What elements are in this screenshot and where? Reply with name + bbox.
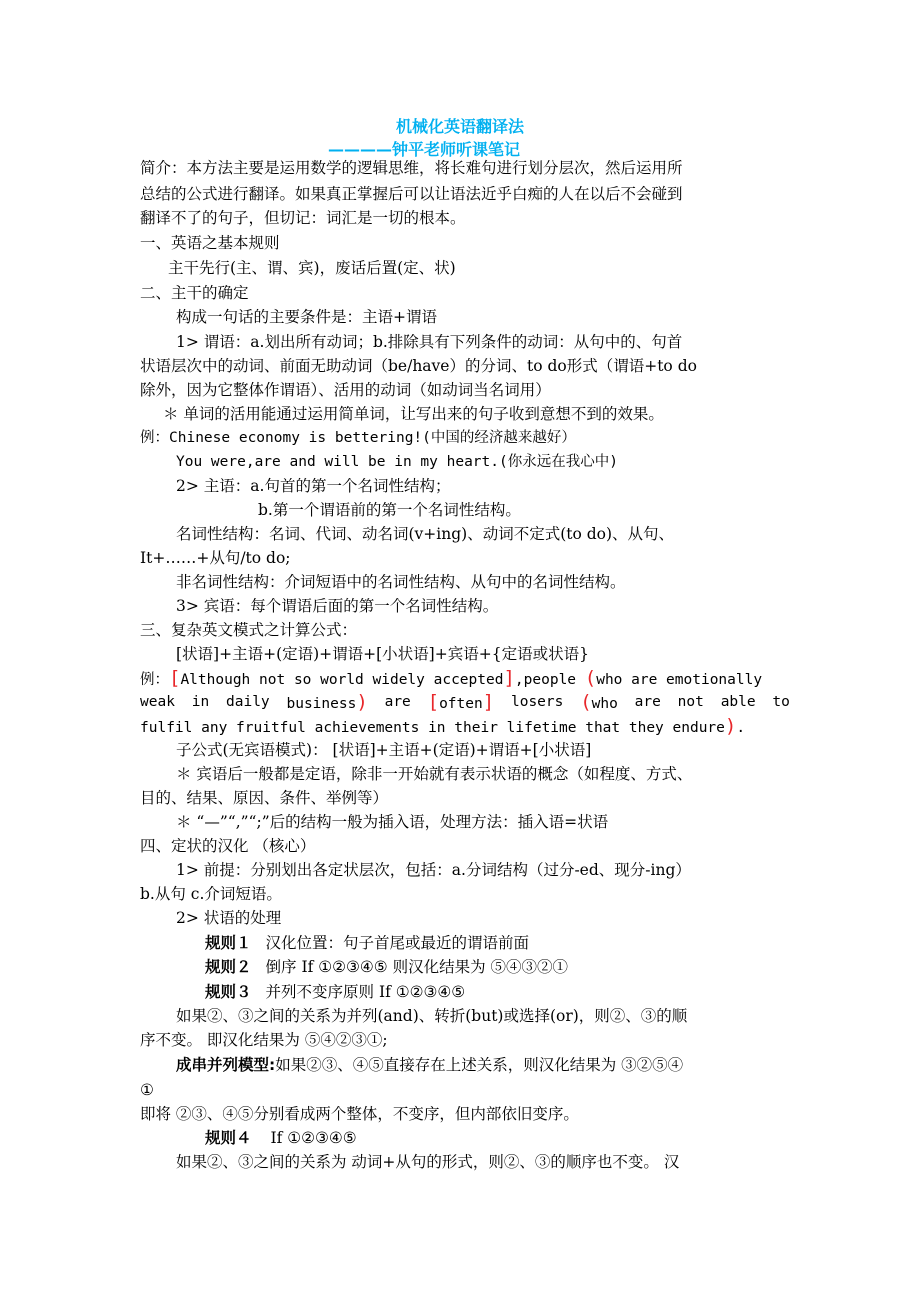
- paren-marker: ): [724, 715, 737, 737]
- example-sentence-line-2: [140, 692, 790, 714]
- paragraph-line: 2> 主语：a.句首的第一个名词性结构；: [176, 477, 451, 495]
- paragraph-line: 2> 状语的处理: [176, 909, 282, 927]
- example-fragment: Although not so world widely accepted: [180, 672, 504, 688]
- paragraph-line: b.第一个谓语前的第一个名词性结构。: [258, 501, 521, 519]
- rule-text: 并列不变序原则 If ①②③④⑤: [265, 983, 466, 1001]
- paragraph-line: 构成一句话的主要条件是：主语+谓语: [176, 308, 437, 326]
- word: who: [591, 696, 618, 712]
- section-heading-4: 四、定状的汉化 （核心）: [140, 837, 316, 855]
- paragraph-line: 如果②、③之间的关系为 动词+从句的形式，则②、③的顺序也不变。 汉: [176, 1153, 680, 1171]
- example-line: You were,are and will be in my heart.(你永远在我心中): [176, 454, 618, 470]
- bracket-marker: ]: [482, 691, 495, 713]
- word: often: [439, 696, 483, 712]
- paren-marker: (: [584, 667, 597, 689]
- paragraph-line: 3> 宾语：每个谓语后面的第一个名词性结构。: [176, 597, 499, 615]
- formula-line: [状语]+主语+(定语)+谓语+[小状语]+宾语+{定语或状语}: [176, 645, 589, 663]
- paragraph-line: 序不变。 即汉化结果为 ⑤④②③①;: [140, 1031, 388, 1049]
- rule-3: [205, 982, 465, 1002]
- rule-1: [205, 933, 529, 953]
- paren-marker: (: [580, 691, 592, 713]
- rule-4: [205, 1128, 357, 1148]
- example-fragment: who are emotionally: [596, 672, 763, 688]
- word-group: [580, 692, 618, 714]
- paragraph-line: 1> 谓语：a.划出所有动词；b.排除具有下列条件的动词：从句中的、句首: [176, 333, 683, 351]
- rule-label: 规则１: [205, 934, 252, 952]
- example-sentence-line-1: [140, 668, 762, 690]
- paragraph-line: b.从句 c.介词短语。: [140, 885, 282, 903]
- bracket-marker: [: [427, 691, 440, 713]
- rule-text: 汉化位置：句子首尾或最近的谓语前面: [265, 934, 530, 952]
- word: losers: [510, 694, 564, 710]
- rule-text: 倒序 If ①②③④⑤ 则汉化结果为 ⑤④③②①: [265, 958, 569, 976]
- intro-line-2: 总结的公式进行翻译。如果真正掌握后可以让语法近乎白痴的人在以后不会碰到: [140, 185, 683, 203]
- document-title: 机械化英语翻译法: [395, 117, 524, 136]
- intro-line-3: 翻译不了的句子，但切记：词汇是一切的根本。: [140, 209, 466, 227]
- paragraph-line: 非名词性结构：介词短语中的名词性结构、从句中的名词性结构。: [176, 573, 626, 591]
- word: are: [384, 694, 411, 710]
- document-subtitle: ————钟平老师听课笔记: [328, 140, 521, 159]
- bracket-marker: [: [169, 667, 181, 689]
- rule-label: 规则２: [205, 958, 252, 976]
- example-fragment: ,people: [514, 672, 585, 688]
- word: weak: [140, 694, 175, 710]
- example-fragment: .: [736, 720, 746, 736]
- bracket-marker: ]: [503, 667, 515, 689]
- word-group: [286, 692, 367, 714]
- paragraph-line: It+……+从句/to do;: [140, 549, 291, 567]
- word: are: [634, 694, 661, 710]
- paragraph-line: 名词性结构：名词、代词、动名词(v+ing)、动词不定式(to do)、从句、: [176, 525, 675, 543]
- rule-text: If ①②③④⑤: [265, 1129, 357, 1147]
- rule-label: 规则３: [205, 983, 252, 1001]
- model-label: 成串并列模型:: [176, 1056, 276, 1074]
- paragraph-line: 如果②、③之间的关系为并列(and)、转折(but)或选择(or)，则②、③的顺: [176, 1007, 688, 1025]
- paragraph-line: 1> 前提：分别划出各定状层次，包括：a.分词结构（过分-ed、现分-ing）: [176, 861, 691, 879]
- paragraph-line: 除外，因为它整体作谓语）、活用的动词（如动词当名词用）: [140, 381, 551, 399]
- paren-marker: ): [356, 691, 368, 713]
- word: able: [720, 694, 756, 710]
- word: daily: [226, 694, 270, 710]
- example-sentence-line-3: [140, 716, 745, 738]
- note-line: ＊ “—”“,”“;”后的结构一般为插入语，处理方法：插入语=状语: [176, 813, 609, 831]
- word: in: [191, 694, 210, 710]
- chain-model-line: [176, 1055, 683, 1075]
- example-prefix: 例：: [140, 672, 169, 688]
- word-group: [428, 692, 495, 714]
- example-line: 例：Chinese economy is bettering!(中国的经济越来越好）: [140, 430, 576, 446]
- word: business: [286, 696, 357, 712]
- rule-label: 规则４: [205, 1129, 252, 1147]
- paragraph-line: ①: [140, 1081, 154, 1099]
- section-heading-2: 二、主干的确定: [140, 284, 249, 302]
- example-fragment: fulfil any fruitful achievements in their lifetime that they endure: [140, 720, 725, 736]
- intro-line-1: 简介：本方法主要是运用数学的逻辑思维，将长难句进行划分层次，然后运用所: [140, 159, 683, 177]
- rule-text: 主干先行(主、谓、宾)，废话后置(定、状): [168, 259, 456, 277]
- rule-2: [205, 957, 568, 977]
- section-heading-1: 一、英语之基本规则: [140, 234, 280, 252]
- note-line: ＊ 宾语后一般都是定语，除非一开始就有表示状语的概念（如程度、方式、: [176, 765, 693, 783]
- word: not: [677, 694, 704, 710]
- paragraph-line: 即将 ②③、④⑤分别看成两个整体，不变序，但内部依旧变序。: [140, 1105, 579, 1123]
- word: to: [772, 694, 790, 710]
- note-line: ＊ 单词的活用能通过运用简单词，让写出来的句子收到意想不到的效果。: [163, 405, 664, 423]
- formula-line: 子公式(无宾语模式)： [状语]+主语+(定语)+谓语+[小状语]: [176, 741, 592, 759]
- note-line: 目的、结果、原因、条件、举例等）: [140, 789, 389, 807]
- paragraph-line: 状语层次中的动词、前面无助动词（be/have）的分词、to do形式（谓语+to do: [140, 357, 697, 375]
- model-text: 如果②③、④⑤直接存在上述关系，则汉化结果为 ③②⑤④: [275, 1056, 684, 1074]
- section-heading-3: 三、复杂英文模式之计算公式：: [140, 621, 358, 639]
